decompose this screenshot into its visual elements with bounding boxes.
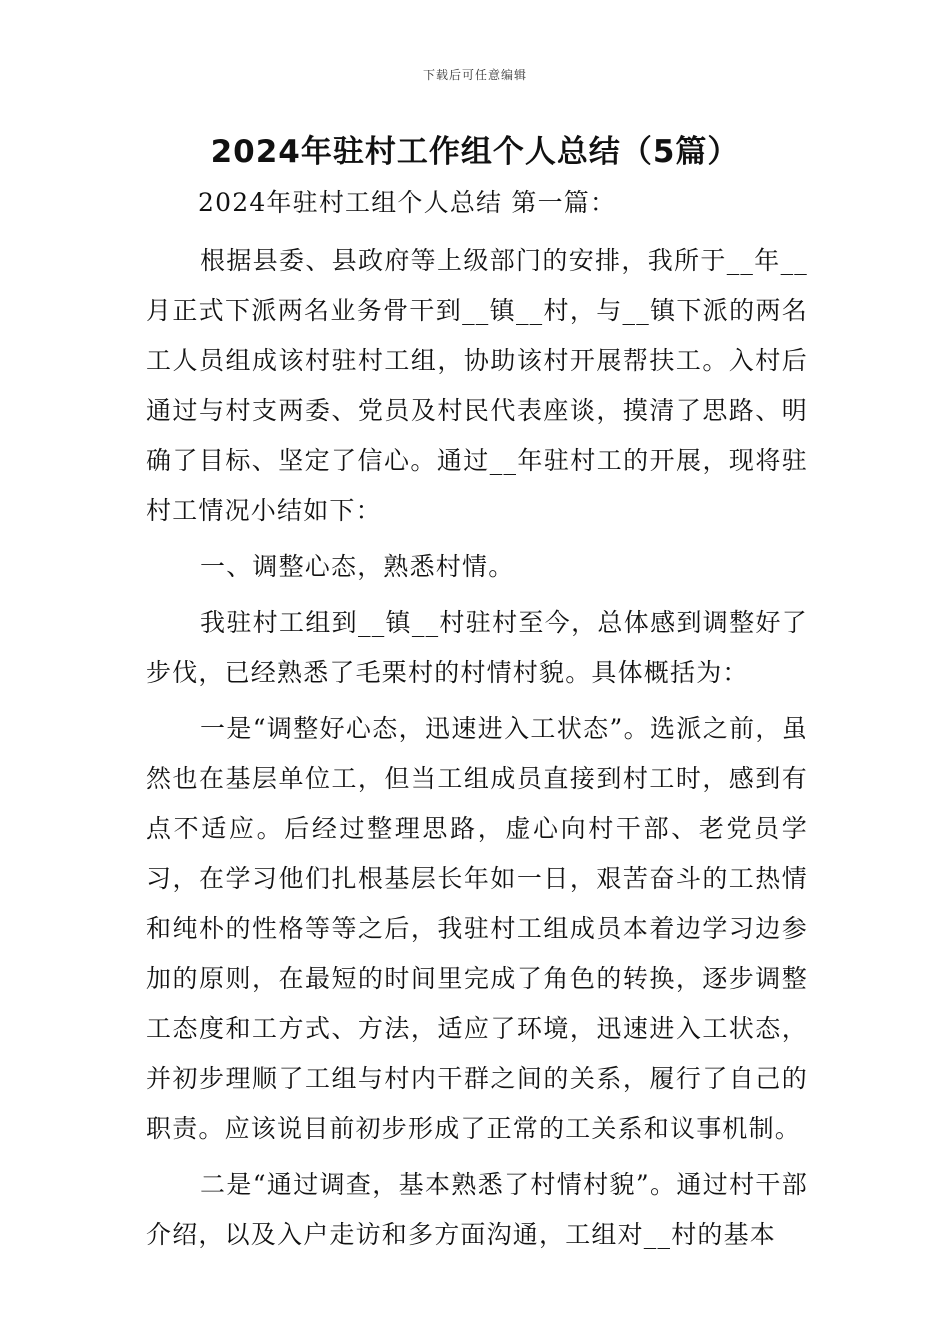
paragraph: 一是“调整好心态，迅速进入工状态”。选派之前，虽然也在基层单位工，但当工组成员直接到村工时，感到有点不适应。后经过整理思路，虚心向村干部、老党员学习，在学习他们扎根基层长年如一日，艰苦奋斗的工热情和纯朴的性格等等之后，我驻村工组成员本着边学习边参加的原则，在最短的时间里完成了角色的转换，逐步调整工态度和工方式、方法，适应了环境，迅速进入工状态，并初步理顺了工组与村内干群之间的关系，履行了自己的职责。应该说目前初步形成了正常的工关系和议事机制。	[146, 714, 808, 1143]
paragraph: 我驻村工组到__镇__村驻村至今，总体感到调整好了步伐，已经熟悉了毛栗村的村情村貌。具体概括为：	[146, 608, 808, 687]
paragraph: 根据县委、县政府等上级部门的安排，我所于__年__月正式下派两名业务骨干到__镇__村，与__镇下派的两名工人员组成该村驻村工组，协助该村开展帮扶工。入村后通过与村支两委、党员及村民代表座谈，摸清了思路、明确了目标、坚定了信心。通过__年驻村工的开展，现将驻村工情况小结如下：	[146, 246, 808, 525]
section-heading: 一、调整心态，熟悉村情。	[200, 552, 515, 581]
document-body	[146, 178, 808, 1266]
document-title: 2024年驻村工作组个人总结（5篇）	[210, 134, 740, 170]
header-note: 下载后可任意编辑	[422, 68, 527, 82]
section-subtitle: 2024年驻村工组个人总结 第一篇：	[198, 188, 617, 217]
paragraph: 二是“通过调查，基本熟悉了村情村貌”。通过村干部介绍，以及入户走访和多方面沟通，工组对__村的基本	[146, 1170, 808, 1249]
